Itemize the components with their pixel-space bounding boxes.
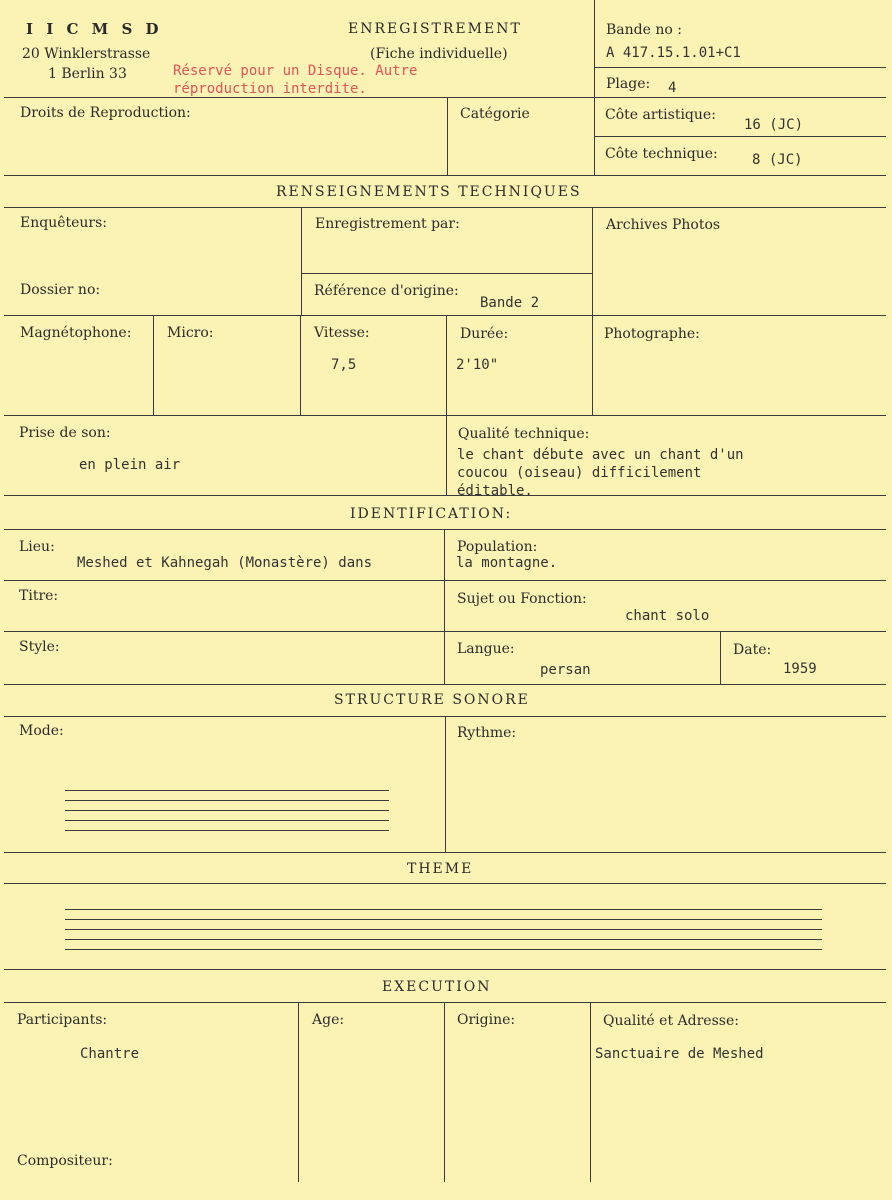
langue-label: Langue: [457,641,515,657]
divider [447,97,448,175]
divider [4,97,886,98]
duree-label: Durée: [460,326,509,342]
sujet-label: Sujet ou Fonction: [457,591,587,607]
age-label: Age: [312,1012,345,1028]
mode-label: Mode: [19,723,64,739]
qualite-adresse-value: Sanctuaire de Meshed [595,1046,764,1062]
qualite-technique-label: Qualité technique: [458,426,590,442]
address-line-2: 1 Berlin 33 [48,66,127,82]
org-logo: I I C M S D [26,20,163,38]
divider [444,529,445,684]
style-label: Style: [19,639,60,655]
divider [444,1002,445,1182]
theme-staff [65,909,822,959]
divider [153,315,154,415]
qualite-technique-line-3: éditable. [457,483,533,499]
micro-label: Micro: [167,325,214,341]
archives-photos-label: Archives Photos [606,217,721,233]
duree-value: 2'10" [456,357,499,373]
bande-value: A 417.15.1.01+C1 [606,45,741,61]
participants-label: Participants: [17,1012,108,1028]
magnetophone-label: Magnétophone: [20,325,132,341]
lieu-label: Lieu: [19,539,55,555]
reference-value: Bande 2 [480,295,540,311]
divider [592,207,593,415]
prise-de-son-label: Prise de son: [19,425,111,441]
divider [720,631,721,684]
divider [300,315,301,415]
divider [446,315,447,495]
plage-label: Plage: [606,76,651,92]
divider [590,1002,591,1182]
lieu-value: Meshed et Kahnegah (Monastère) dans [77,555,373,571]
divider [4,684,886,685]
form-title: ENREGISTREMENT [348,21,522,37]
divider [594,0,595,175]
divider [4,207,886,208]
divider [4,495,886,496]
date-value: 1959 [783,661,817,677]
divider [301,273,592,274]
divider [4,415,886,416]
population-value: la montagne. [456,555,558,571]
origine-label: Origine: [457,1012,516,1028]
rythme-label: Rythme: [457,725,517,741]
sujet-value: chant solo [625,608,710,624]
form-subtitle: (Fiche individuelle) [370,46,508,62]
cote-artistique-label: Côte artistique: [605,107,716,123]
section-title-structure: STRUCTURE SONORE [334,692,530,708]
divider [4,631,886,632]
droits-label: Droits de Reproduction: [20,105,191,121]
section-title-execution: EXECUTION [382,979,492,995]
divider [301,207,302,315]
cote-technique-label: Côte technique: [605,146,718,162]
divider [594,136,886,137]
compositeur-label: Compositeur: [17,1153,113,1169]
section-title-identification: IDENTIFICATION: [350,506,513,522]
photographe-label: Photographe: [604,326,700,342]
reserve-stamp-line-2: réproduction interdite. [173,81,367,97]
section-title-techniques: RENSEIGNEMENTS TECHNIQUES [276,184,582,200]
divider [4,529,886,530]
divider [4,175,886,176]
vitesse-label: Vitesse: [314,325,370,341]
cote-technique-value: 8 (JC) [752,152,803,168]
participants-value: Chantre [80,1046,140,1062]
titre-label: Titre: [19,588,59,604]
bande-label: Bande no : [606,22,682,38]
qualite-technique-line-1: le chant débute avec un chant d'un [457,447,744,463]
divider [4,852,886,853]
population-label: Population: [457,539,538,555]
divider [594,67,886,68]
address-line-1: 20 Winklerstrasse [22,46,151,62]
categorie-label: Catégorie [460,106,530,122]
divider [4,969,886,970]
enqueteurs-label: Enquêteurs: [20,215,108,231]
dossier-label: Dossier no: [20,282,101,298]
divider [298,1002,299,1182]
divider [4,580,886,581]
plage-value: 4 [668,80,677,96]
vitesse-value: 7,5 [331,357,357,373]
enregistrement-par-label: Enregistrement par: [315,216,460,232]
divider [4,883,886,884]
section-title-theme: THEME [407,861,474,877]
divider [4,315,886,316]
langue-value: persan [540,662,591,678]
reserve-stamp-line-1: Réservé pour un Disque. Autre [173,63,418,79]
divider [445,716,446,852]
qualite-technique-line-2: coucou (oiseau) difficilement [457,465,702,481]
divider [4,1002,886,1003]
reference-label: Référence d'origine: [314,283,459,299]
mode-staff [65,790,389,840]
cote-artistique-value: 16 (JC) [744,117,804,133]
date-label: Date: [733,642,772,658]
qualite-adresse-label: Qualité et Adresse: [603,1013,739,1029]
prise-de-son-value: en plein air [79,457,181,473]
